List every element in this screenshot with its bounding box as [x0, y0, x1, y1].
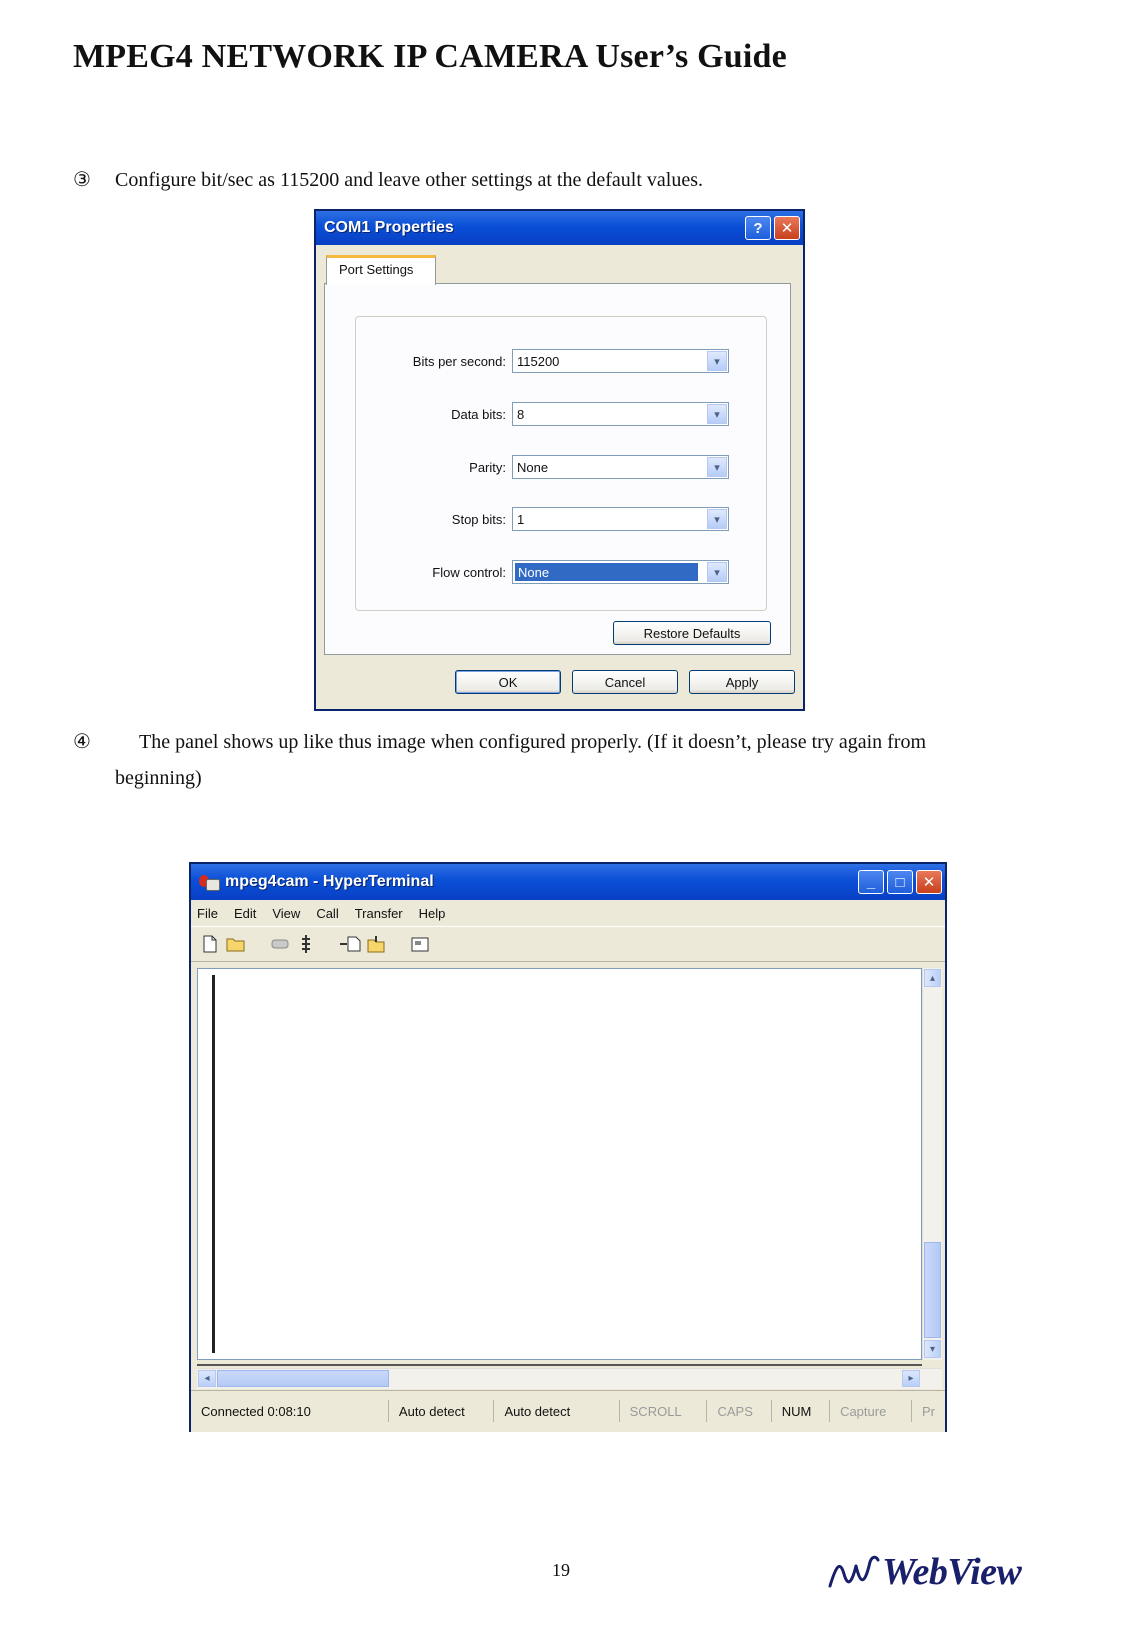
step-3 [73, 162, 703, 198]
help-button[interactable]: ? [745, 216, 771, 240]
chevron-down-icon[interactable]: ▾ [707, 457, 727, 477]
horizontal-scroll-thumb[interactable] [217, 1370, 389, 1387]
status-print: Pr [922, 1403, 935, 1419]
field-label: Bits per second: [412, 354, 506, 369]
step-4 [73, 724, 1053, 796]
field-bits-per-second [356, 349, 766, 375]
select-value: 1 [517, 512, 525, 527]
field-parity [356, 455, 766, 481]
status-scroll: SCROLL [620, 1400, 708, 1422]
select-value: None [515, 563, 698, 581]
field-label: Stop bits: [451, 512, 506, 527]
menu-help[interactable]: Help [418, 905, 446, 921]
toolbar [191, 926, 945, 962]
send-file-icon[interactable] [339, 933, 361, 955]
status-capture: Capture [830, 1400, 912, 1422]
menu-view[interactable]: View [272, 905, 301, 921]
field-flow-control [356, 560, 766, 586]
terminal-divider [197, 1364, 922, 1366]
scroll-up-icon[interactable]: ▴ [924, 969, 941, 987]
webview-logo [826, 1550, 1021, 1594]
menu-bar [191, 900, 945, 926]
maximize-button[interactable]: □ [887, 870, 913, 894]
status-bar [191, 1390, 945, 1431]
com1-properties-dialog [314, 209, 805, 711]
step-marker: ④ [73, 731, 91, 753]
field-stop-bits [356, 507, 766, 533]
window-title: mpeg4cam - HyperTerminal [225, 873, 434, 890]
menu-transfer[interactable]: Transfer [354, 905, 403, 921]
status-caps: CAPS [707, 1400, 771, 1422]
select-value: None [517, 460, 549, 475]
minimize-button[interactable]: _ [858, 870, 884, 894]
terminal-caret [212, 975, 215, 1353]
properties-icon[interactable] [409, 933, 431, 955]
ok-button[interactable]: OK [455, 670, 561, 694]
field-label: Parity: [469, 460, 506, 475]
scroll-right-icon[interactable]: ▸ [902, 1370, 920, 1387]
hyperterminal-icon [199, 873, 219, 891]
scroll-down-icon[interactable]: ▾ [924, 1340, 941, 1358]
close-button[interactable]: ✕ [916, 870, 942, 894]
chevron-down-icon[interactable]: ▾ [707, 404, 727, 424]
scroll-left-icon[interactable]: ◂ [198, 1370, 216, 1387]
connect-icon[interactable] [295, 933, 317, 955]
field-data-bits [356, 402, 766, 428]
step-text: The panel shows up like thus image when configured properly. (If it doesn’t, please try again from [139, 731, 927, 753]
new-file-icon[interactable] [199, 933, 221, 955]
open-folder-icon[interactable] [225, 933, 247, 955]
status-connected: Connected 0:08:10 [191, 1400, 389, 1422]
vertical-scrollbar[interactable] [922, 968, 942, 1360]
select-value: 115200 [517, 354, 560, 369]
chevron-down-icon[interactable]: ▾ [707, 562, 727, 582]
apply-button[interactable]: Apply [689, 670, 795, 694]
step-marker: ③ [73, 169, 91, 191]
hyperterminal-window [189, 862, 947, 1432]
step-text: Configure bit/sec as 115200 and leave other settings at the default values. [115, 169, 703, 191]
webview-logo-text: WebView [882, 1551, 1022, 1593]
status-num: NUM [772, 1400, 830, 1422]
disconnect-icon[interactable] [269, 933, 291, 955]
receive-file-icon[interactable] [365, 933, 387, 955]
stop-bits-select[interactable] [512, 507, 729, 531]
select-value: 8 [517, 407, 525, 422]
dialog-title-bar [316, 211, 803, 245]
field-label: Data bits: [451, 407, 506, 422]
flow-control-select[interactable] [512, 560, 729, 584]
vertical-scroll-thumb[interactable] [924, 1242, 941, 1338]
terminal-area[interactable] [197, 968, 922, 1360]
parity-select[interactable] [512, 455, 729, 479]
status-port-settings: Auto detect [494, 1400, 619, 1422]
menu-edit[interactable]: Edit [233, 905, 257, 921]
document-title: MPEG4 NETWORK IP CAMERA User’s Guide [73, 38, 787, 75]
cancel-button[interactable]: Cancel [572, 670, 678, 694]
menu-file[interactable]: File [197, 905, 218, 921]
step-text-continuation: beginning) [115, 767, 202, 789]
horizontal-scrollbar[interactable] [197, 1368, 942, 1389]
data-bits-select[interactable] [512, 402, 729, 426]
tab-port-settings[interactable]: Port Settings [326, 255, 436, 285]
webview-logo-icon [826, 1552, 882, 1592]
status-emulation: Auto detect [389, 1400, 495, 1422]
settings-group [355, 316, 767, 611]
field-label: Flow control: [432, 565, 506, 580]
chevron-down-icon[interactable]: ▾ [707, 351, 727, 371]
port-settings-panel [324, 283, 791, 655]
menu-call[interactable]: Call [316, 905, 339, 921]
window-title-bar [191, 864, 945, 900]
dialog-title: COM1 Properties [324, 219, 454, 236]
bits-per-second-select[interactable] [512, 349, 729, 373]
chevron-down-icon[interactable]: ▾ [707, 509, 727, 529]
close-button[interactable]: ✕ [774, 216, 800, 240]
restore-defaults-button[interactable]: Restore Defaults [613, 621, 771, 645]
page-number: 19 [552, 1560, 570, 1580]
